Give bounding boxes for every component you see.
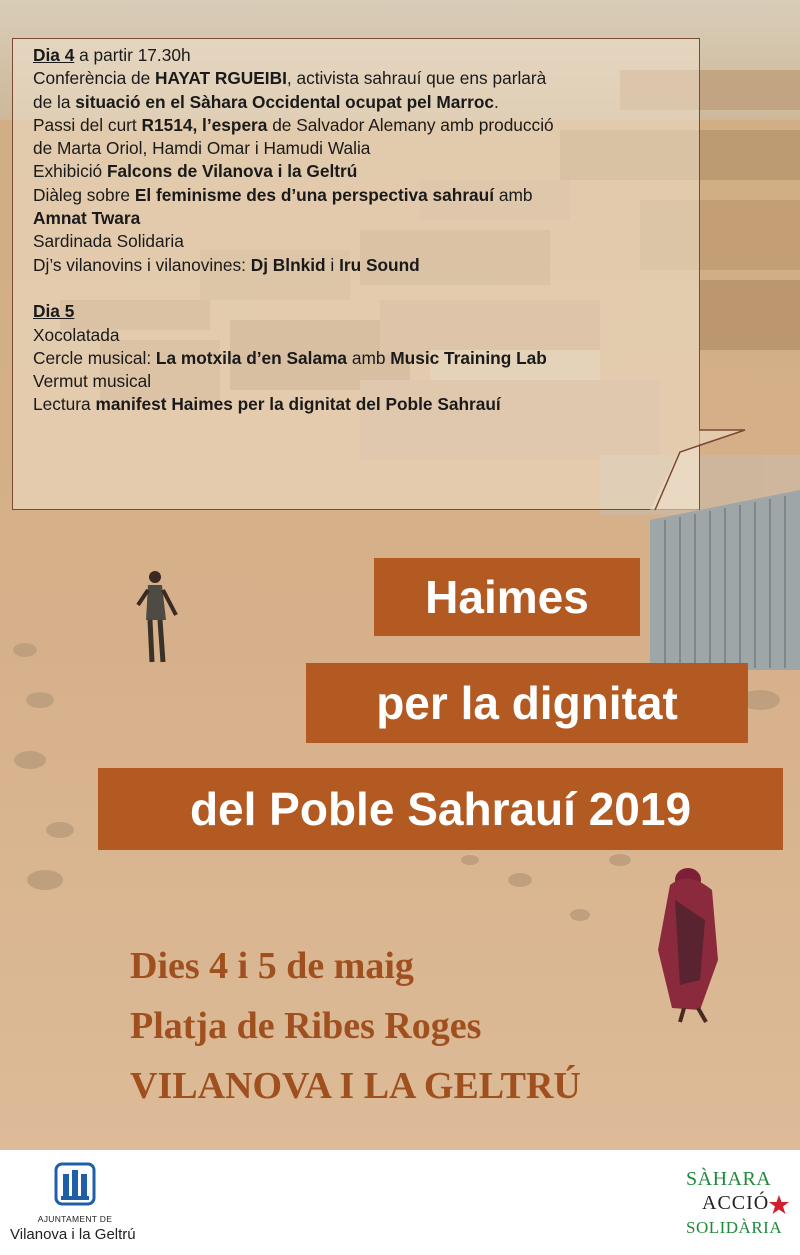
- day4-heading: [33, 44, 713, 67]
- text-segment: situació en el Sàhara Occidental ocupat pel Marroc: [75, 91, 495, 112]
- castle-logo-icon: [52, 1160, 98, 1210]
- ajuntament-logo: [10, 1158, 160, 1253]
- text-segment: Diàleg sobre: [33, 184, 135, 205]
- day5-label: Dia 5: [33, 301, 75, 322]
- text-segment: .: [494, 91, 499, 112]
- day4-label: Dia 4: [33, 45, 75, 65]
- text-segment: R1514, l’espera: [141, 114, 268, 135]
- text-segment: de la: [33, 91, 76, 112]
- day4-time: a partir 17.30h: [74, 45, 191, 65]
- text-segment: Passi del curt: [33, 114, 142, 135]
- text-segment: Sardinada Solidaria: [33, 231, 184, 252]
- title-line-2: per la dignitat: [306, 663, 748, 743]
- sahara-logo-line2: ACCIÓ: [702, 1192, 770, 1214]
- event-dates: Dies 4 i 5 de maig: [130, 945, 414, 987]
- text-segment: de Marta Oriol, Hamdi Omar i Hamudi Walia: [33, 138, 371, 159]
- event-venue: Platja de Ribes Roges: [130, 1005, 482, 1047]
- text-segment: amb: [494, 184, 533, 205]
- day5-activity-line: [33, 324, 713, 347]
- text-segment: Dj’s vilanovins i vilanovines:: [33, 254, 251, 275]
- day5-activity-line: [33, 347, 713, 370]
- text-segment: manifest Haimes per la dignitat del Poble Sahrauí: [95, 394, 501, 415]
- event-city: VILANOVA I LA GELTRÚ: [130, 1065, 581, 1107]
- day5-activity-line: [33, 393, 713, 416]
- day5-heading: [33, 300, 713, 323]
- sahara-logo-line3: SOLIDÀRIA: [686, 1218, 783, 1237]
- text-segment: de Salvador Alemany amb producció: [267, 114, 554, 135]
- text-segment: Lectura: [33, 394, 96, 415]
- program-text: [33, 44, 713, 417]
- day4-activity-line: [33, 67, 713, 90]
- text-segment: i: [325, 254, 340, 275]
- text-segment: amb: [347, 347, 391, 368]
- ajuntament-name: Vilanova i la Geltrú: [10, 1226, 136, 1243]
- red-star-icon: [768, 1194, 790, 1216]
- text-segment: Cercle musical:: [33, 347, 156, 368]
- day4-activity-line: [33, 254, 713, 277]
- day4-activity-line: [33, 207, 713, 230]
- text-segment: El feminisme des d’una perspectiva sahrauí: [134, 184, 495, 205]
- day4-activity-line: [33, 184, 713, 207]
- text-segment: Vermut musical: [33, 371, 152, 392]
- sahara-logo-line1: SÀHARA: [686, 1168, 772, 1190]
- day4-activity-line: [33, 160, 713, 183]
- title-line-3: del Poble Sahrauí 2019: [98, 768, 783, 850]
- text-segment: HAYAT RGUEIBI: [155, 68, 287, 89]
- day4-activity-line: [33, 230, 713, 253]
- day5-activities: [33, 324, 713, 417]
- text-segment: , activista sahrauí que ens parlarà: [286, 68, 547, 89]
- text-segment: Conferència de: [33, 68, 156, 89]
- text-segment: Xocolatada: [33, 324, 120, 345]
- ajuntament-small-label: AJUNTAMENT DE: [37, 1214, 113, 1224]
- text-segment: Exhibició: [33, 161, 107, 182]
- day4-activity-line: [33, 114, 713, 137]
- day4-activity-line: [33, 91, 713, 114]
- footer: [0, 1150, 800, 1255]
- title-line-1: Haimes: [374, 558, 640, 636]
- text-segment: Dj Blnkid: [250, 254, 326, 275]
- day4-activities: [33, 67, 713, 277]
- day4-activity-line: [33, 137, 713, 160]
- text-segment: Falcons de Vilanova i la Geltrú: [106, 161, 358, 182]
- text-segment: Music Training Lab: [390, 347, 547, 368]
- text-segment: Amnat Twara: [33, 208, 141, 229]
- text-segment: La motxila d’en Salama: [155, 347, 348, 368]
- text-segment: Iru Sound: [339, 254, 420, 275]
- day5-activity-line: [33, 370, 713, 393]
- sahara-accio-solidaria-logo: [680, 1168, 795, 1253]
